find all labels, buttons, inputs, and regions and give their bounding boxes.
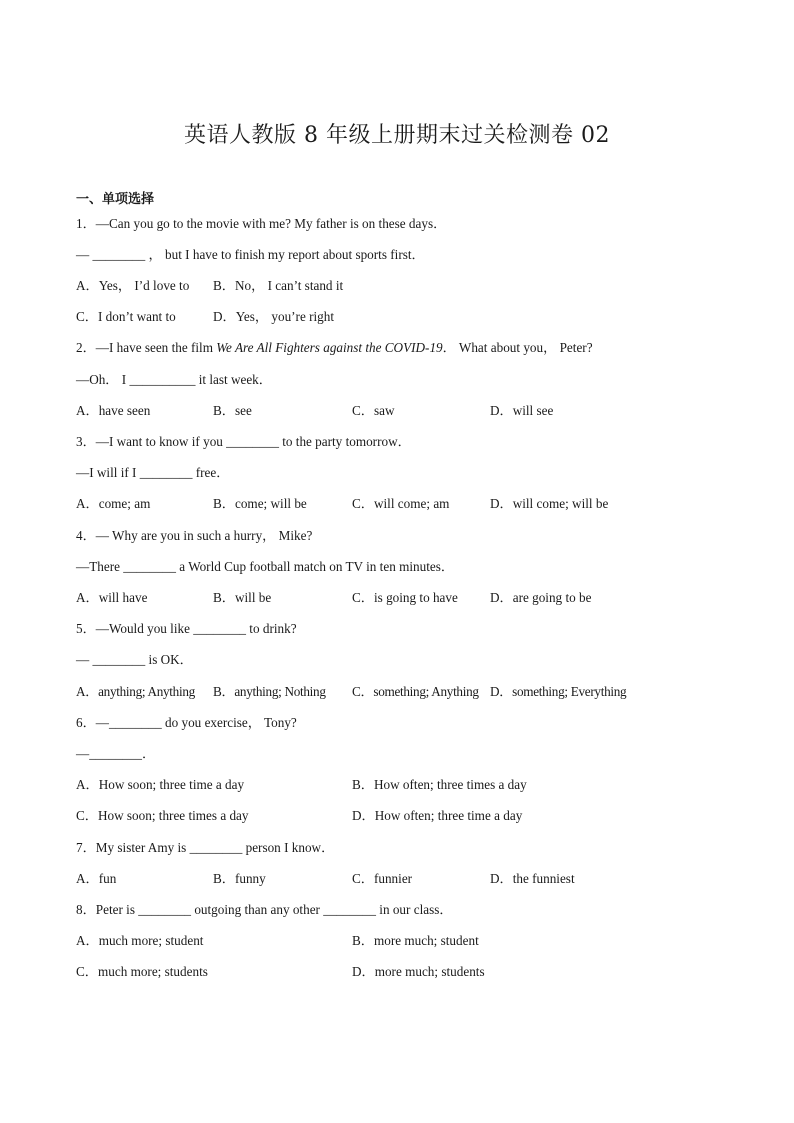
question-8-option-c[interactable]: C．much more; students: [76, 964, 208, 979]
question-4-stem: 4．— Why are you in such a hurry， Mike?: [76, 528, 313, 543]
question-4-option-a[interactable]: A．will have: [76, 590, 148, 605]
question-6-option-a[interactable]: A．How soon; three time a day: [76, 777, 245, 792]
question-8-option-a[interactable]: A．much more; student: [76, 933, 204, 948]
question-1-reply: — ________ ， but I have to finish my report about sports first．: [76, 247, 425, 262]
question-6-option-d[interactable]: D．How often; three time a day: [352, 808, 523, 823]
question-7-option-a[interactable]: A．fun: [76, 871, 117, 886]
question-2-option-d[interactable]: D．will see: [490, 403, 554, 418]
question-1-option-c[interactable]: C．I don’t want to: [76, 309, 176, 324]
question-1-option-b[interactable]: B．No， I can’t stand it: [213, 278, 344, 293]
question-6-option-b[interactable]: B．How often; three times a day: [352, 777, 527, 792]
question-6-reply: —________．: [76, 746, 156, 761]
question-1-option-a[interactable]: A．Yes， I’d love to: [76, 278, 190, 293]
question-2-stem: [76, 340, 593, 356]
section-heading: 一、单项选择: [76, 192, 155, 207]
question-2-stem-start: 2．—I have seen the film: [76, 340, 217, 355]
question-6-stem: 6．—________ do you exercise， Tony?: [76, 715, 297, 730]
question-3-stem: 3．—I want to know if you ________ to the party tomorrow．: [76, 434, 411, 449]
question-2-option-c[interactable]: C．saw: [352, 403, 395, 418]
question-8-option-d[interactable]: D．more much; students: [352, 964, 485, 979]
question-3-option-c[interactable]: C．will come; am: [352, 496, 450, 511]
question-2-reply: —Oh． I __________ it last week．: [76, 372, 272, 387]
page-title: 英语人教版 8 年级上册期末过关检测卷 02: [184, 123, 610, 148]
question-2-option-a[interactable]: A．have seen: [76, 403, 151, 418]
question-4-reply: —There ________ a World Cup football match on TV in ten minutes．: [76, 559, 455, 574]
question-7-option-b[interactable]: B．funny: [213, 871, 266, 886]
question-8-stem: 8．Peter is ________ outgoing than any other ________ in our class．: [76, 902, 453, 917]
question-5-option-b[interactable]: B．anything; Nothing: [213, 684, 326, 699]
question-7-option-c[interactable]: C．funnier: [352, 871, 413, 886]
question-2-stem-end: ． What about you， Peter?: [442, 340, 593, 355]
question-5-stem: 5．—Would you like ________ to drink?: [76, 621, 297, 636]
question-7-stem: 7．My sister Amy is ________ person I know．: [76, 840, 335, 855]
film-title: We Are All Fighters against the COVID-19: [216, 340, 443, 355]
question-1-stem: 1．—Can you go to the movie with me? My father is on these days．: [76, 216, 447, 231]
question-2-option-b[interactable]: B．see: [213, 403, 252, 418]
question-3-option-a[interactable]: A．come; am: [76, 496, 151, 511]
question-4-option-c[interactable]: C．is going to have: [352, 590, 458, 605]
question-3-reply: —I will if I ________ free．: [76, 465, 230, 480]
question-7-option-d[interactable]: D．the funniest: [490, 871, 575, 886]
question-4-option-b[interactable]: B．will be: [213, 590, 272, 605]
question-4-option-d[interactable]: D．are going to be: [490, 590, 592, 605]
question-8-option-b[interactable]: B．more much; student: [352, 933, 479, 948]
question-6-option-c[interactable]: C．How soon; three times a day: [76, 808, 249, 823]
question-5-reply: — ________ is OK．: [76, 652, 193, 667]
question-5-option-c[interactable]: C．something; Anything: [352, 684, 479, 699]
question-3-option-b[interactable]: B．come; will be: [213, 496, 307, 511]
question-1-option-d[interactable]: D．Yes， you’re right: [213, 309, 335, 324]
question-3-option-d[interactable]: D．will come; will be: [490, 496, 609, 511]
question-5-option-d[interactable]: D．something; Everything: [490, 684, 627, 699]
question-5-option-a[interactable]: A．anything; Anything: [76, 684, 195, 699]
